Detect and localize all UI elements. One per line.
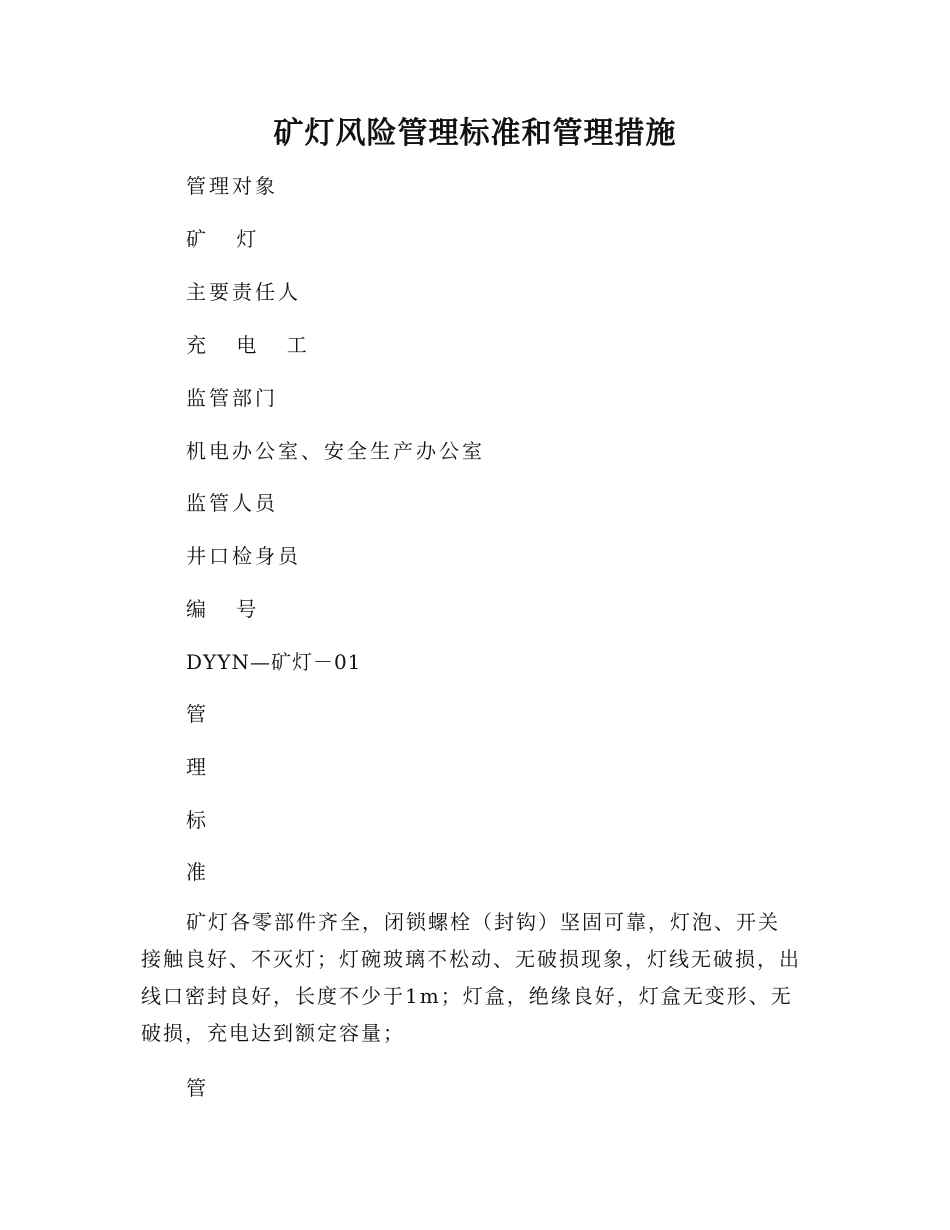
field-label-main-responsible: 主要责任人 bbox=[186, 280, 301, 304]
document-title: 矿灯风险管理标准和管理措施 bbox=[273, 116, 677, 151]
vertical-label-char-1: 管 bbox=[186, 702, 209, 726]
vertical-label-char-2: 理 bbox=[186, 755, 209, 779]
vertical-label-char-3: 标 bbox=[186, 808, 209, 832]
field-label-supervising-department: 监管部门 bbox=[186, 386, 278, 410]
field-value-shaft-inspector: 井口检身员 bbox=[186, 544, 301, 568]
field-value-mine-lamp: 矿 灯 bbox=[186, 227, 269, 251]
trailing-vertical-label-char: 管 bbox=[186, 1076, 209, 1100]
field-label-supervising-staff: 监管人员 bbox=[186, 491, 278, 515]
field-value-offices: 机电办公室、安全生产办公室 bbox=[186, 439, 485, 463]
field-label-number: 编 号 bbox=[186, 597, 269, 621]
field-value-document-code: DYYN—矿灯－01 bbox=[186, 650, 362, 674]
management-standard-paragraph: 矿灯各零部件齐全，闭锁螺栓（封钩）坚固可靠，灯泡、开关接触良好、不灭灯；灯碗玻璃不松动、无破损现象，灯线无破损，出线口密封良好，长度不少于1m；灯盒，绝缘良好，灯盒无变形、无破损，充电达到额定容量； bbox=[141, 910, 801, 1045]
field-value-charging-worker: 充 电 工 bbox=[186, 333, 319, 357]
field-label-management-object: 管理对象 bbox=[186, 174, 278, 198]
vertical-label-char-4: 准 bbox=[186, 860, 209, 884]
